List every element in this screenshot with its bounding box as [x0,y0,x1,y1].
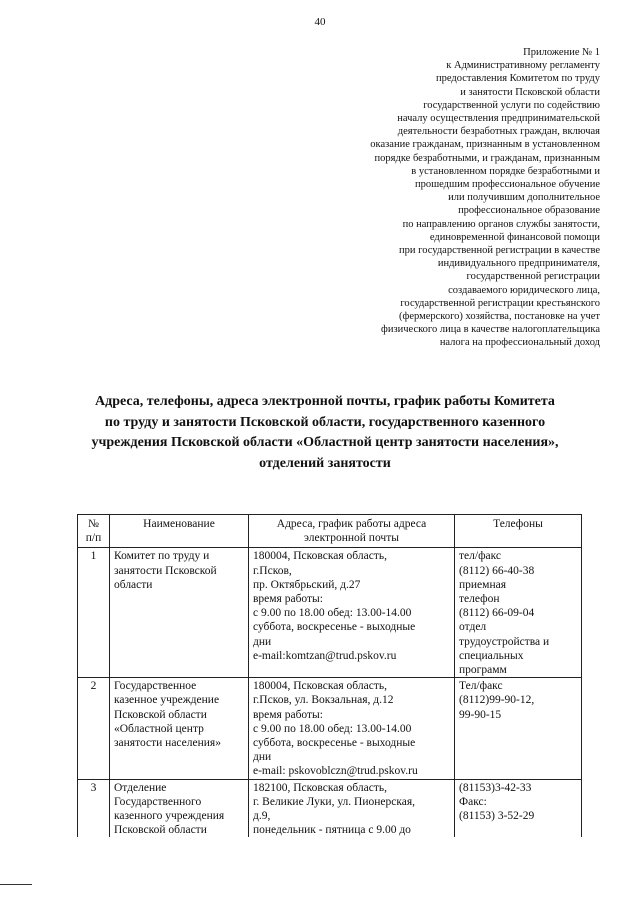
phone-line: (81153)3-42-33 [459,781,532,794]
header-address-line: электронной почты [304,532,399,545]
table-row [78,779,582,837]
address-line: г. Великие Луки, ул. Пионерская, [253,795,416,808]
title-line: по труду и занятости Псковской области, государственного казенного [104,414,546,430]
appendix-line: оказание гражданам, признанным в установленном [370,139,600,151]
title-line: отделений занятости [259,455,391,471]
phone-line: (8112) 66-40-38 [459,564,535,577]
address-line: г.Псков, ул. Вокзальная, д.12 [253,694,394,707]
appendix-line: порядке безработными, и гражданам, признанным [374,152,600,164]
header-phones-line: Телефоны [493,518,543,530]
phone-line: Тел/факс [459,680,503,693]
appendix-note [300,46,600,350]
header-address [249,515,455,548]
phone-line: отдел [459,621,487,634]
phone-line: трудоустройства и [459,635,550,648]
table-header-row [78,515,582,548]
email-line: e-mail: pskovoblczn@trud.pskov.ru [253,765,418,778]
name-line: занятости Псковской [114,564,217,577]
row-name [110,678,249,779]
appendix-line: государственной услуги по содействию [423,99,600,111]
address-line: дни [253,751,272,764]
name-line: Государственного [114,795,202,808]
header-name-line: Наименование [143,518,215,530]
phone-line: специальных [459,649,524,662]
name-line: «Областной центр [114,722,204,735]
page-number: 40 [314,16,326,28]
row-phones [455,548,582,678]
appendix-line: или получившим дополнительное [448,192,600,204]
appendix-line: создаваемого юридического лица, [448,284,600,296]
appendix-line: к Административному регламенту [446,60,600,72]
appendix-line: предоставления Комитетом по труду [435,73,600,85]
address-line: 180004, Псковская область, [253,550,387,563]
address-line: пр. Октябрьский, д.27 [253,578,361,591]
name-line: Комитет по труду и [114,550,210,563]
name-line: Псковской области [114,824,207,837]
row-name [110,548,249,678]
appendix-line: в установленном порядке безработными и [411,165,600,177]
contacts-table [77,514,582,837]
document-title [60,392,590,474]
header-phones [455,515,582,548]
email-line: e-mail:komtzan@trud.pskov.ru [253,649,397,662]
header-num-line: п/п [85,532,102,545]
appendix-line: по направлению органов службы занятости, [402,218,600,230]
title-line: Адреса, телефоны, адреса электронной почты, график работы Комитета [95,394,555,409]
header-num [78,515,110,548]
phone-line: 99-90-15 [459,708,502,721]
address-line: дни [253,635,272,648]
appendix-line: единовременной финансовой помощи [429,231,600,243]
name-line: казенное учреждение [114,694,220,707]
row-number: 2 [78,678,110,779]
address-line: время работы: [253,708,323,721]
row-name [110,779,249,837]
appendix-line: деятельности безработных граждан, включая [397,126,600,138]
appendix-line: государственной регистрации крестьянского [400,297,600,309]
phone-line: (8112)99-90-12, [459,694,535,707]
address-line: г.Псков, [253,564,292,577]
table-row [78,548,582,678]
appendix-line: и занятости Псковской области [460,86,600,98]
name-line: области [114,578,153,591]
phone-line: тел/факс [459,550,502,563]
address-line: д.9, [253,810,271,823]
phone-line: Факс: [459,795,487,808]
row-number: 3 [78,779,110,837]
appendix-line: Приложение № 1 [523,47,600,58]
row-phones [455,678,582,779]
header-name [110,515,249,548]
address-line: понедельник - пятница с 9.00 до [253,824,411,837]
name-line: занятости населения» [114,737,221,750]
address-line: время работы: [253,593,323,606]
appendix-line: (фермерского) хозяйства, постановке на учет [399,311,600,323]
address-line: с 9.00 по 18.00 обед: 13.00-14.00 [253,607,412,620]
row-address [249,678,455,779]
row-address [249,779,455,837]
name-line: казенного учреждения [114,810,225,823]
row-number: 1 [78,548,110,678]
margin-mark [0,884,32,885]
appendix-line: профессиональное образование [458,205,600,217]
appendix-line: при государственной регистрации в качестве [399,245,600,257]
address-line: с 9.00 по 18.00 обед: 13.00-14.00 [253,722,412,735]
appendix-line: прошедшим профессиональное обучение [414,179,600,191]
address-line: суббота, воскресенье - выходные [253,621,416,634]
address-line: 180004, Псковская область, [253,680,387,693]
appendix-line: физического лица в качестве налогоплательщика [381,324,600,336]
name-line: Отделение [114,781,167,794]
header-address-line: Адреса, график работы адреса [276,518,427,530]
phone-line: приемная [459,578,506,591]
row-address [249,548,455,678]
contacts-table-wrapper [77,514,581,837]
name-line: Псковской области [114,708,207,721]
phone-line: (81153) 3-52-29 [459,810,535,823]
phone-line: телефон [459,593,500,606]
phone-line: программ [459,664,507,677]
address-line: суббота, воскресенье - выходные [253,737,416,750]
appendix-line: началу осуществления предпринимательской [397,113,600,125]
appendix-line: индивидуального предпринимателя, [437,258,600,270]
phone-line: (8112) 66-09-04 [459,607,535,620]
row-phones [455,779,582,837]
address-line: 182100, Псковская область, [253,781,387,794]
title-line: учреждения Псковской области «Областной центр занятости населения», [91,435,559,450]
table-row [78,678,582,779]
appendix-line: государственной регистрации [466,271,600,283]
appendix-line: налога на профессиональный доход [439,337,600,349]
name-line: Государственное [114,680,197,693]
header-num-line: № [88,518,99,530]
